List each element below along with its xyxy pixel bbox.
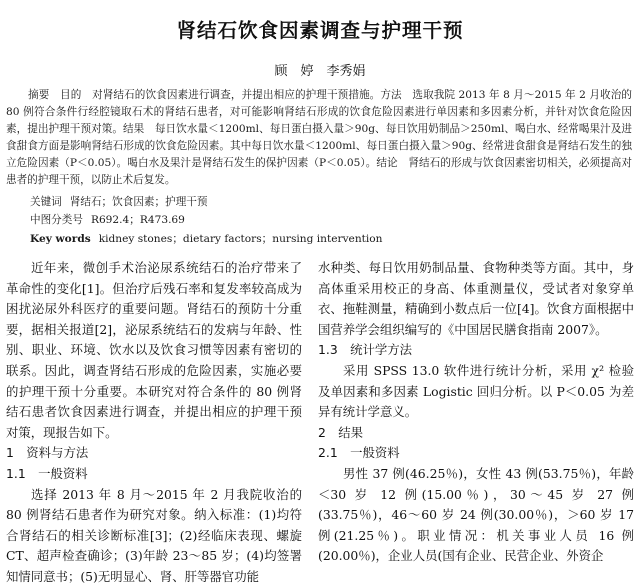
clc-text: R692.4；R473.69 [90,214,185,226]
abstract [6,87,632,189]
section-2-1-heading: 2.1 一般资料 [318,445,400,461]
abstract-paragraph [6,87,632,189]
section-2-heading: 2 结果 [318,424,364,440]
keywords-line [30,194,208,209]
section-1-1-heading: 1.1 一般资料 [6,465,88,481]
section-1-3-text: 采用 SPSS 13.0 软件进行统计分析，采用 χ² 检验及单因素和多因素 Logistic 回归分析。以 P＜0.05 为差异有统计学意义。 [318,362,634,420]
right-column [318,258,634,567]
keywords-en-text: kidney stones；dietary factors；nursing intervention [98,233,383,245]
continued-paragraph: 水种类、每日饮用奶制品量、食物种类等方面。其中，身高体重采用校正的身高、体重测量仪，受试者对象穿单衣、拖鞋测量，精确到小数点后一位[4]。饮食方面根据中国营养学会组织编写的《中国居民膳食指南 2007》。 [318,260,634,337]
abstract-label: 摘要 目的 [28,89,82,101]
left-column [6,258,302,588]
section-1-heading: 1 资料与方法 [6,445,89,461]
clc-label: 中图分类号 [30,214,83,226]
section-2-1-text: 男性 37 例(46.25％)，女性 43 例(53.75％)，年龄＜30 岁 12 例(15.00％)，30～45 岁 27 例(33.75％)，46～60 岁 24 例(30.00％)，＞60 岁 17 例(21.25％)。职业情况：机关事业人员 16 例(20.00％)，企业人员(国有企业、民营企业、外资企 [318,465,634,564]
paper-title: 肾结石饮食因素调查与护理干预 [176,19,464,42]
intro-paragraph: 近年来，微创手术治泌尿系统结石的治疗带来了革命性的变化[1]。但治疗后残石率和复发率较高成为困扰泌尿外科医疗的重要问题。肾结石的预防十分重要，据相关报道[2]，泌尿系统结石的发病与年龄、性别、职业、环境、饮水以及饮食习惯等因素有密切的联系。因此，调查肾结石形成的危险因素，实施必要的护理干预十分重要。本研究对符合条件的 80 例肾结石患者饮食因素进行调查，并提出相应的护理干预对策，现报告如下。 [6,260,302,440]
section-1-1-text: 选择 2013 年 8 月～2015 年 2 月我院收治的 80 例肾结石患者作为研究对象。纳入标准：(1)均符合肾结石的相关诊断标准[3]；(2)经临床表现、螺旋 CT、超声检查确诊；(3)年龄 23～85 岁；(4)均签署知情同意书；(5)无明显心、肾、肝等器官功能 [6,486,302,584]
abstract-text: 对肾结石的饮食因素进行调查，并提出相应的护理干预措施。方法 选取我院 2013 年 8 月～2015 年 2 月收治的 80 例符合条件行经腔镜取石术的肾结石患者，对可能影响肾结石形成的饮食危险因素进行单因素和多因素分析，并针对饮食危险因素，提出护理干预对策。结果 每日饮水量＜1200ml、每日蛋白摄入量＞90g、每日饮用奶制品＞250ml、喝白水、经常喝果汁及进食甜食方面是影响肾结石形成的饮食危险因素。其中每日饮水量＜1200ml、每日蛋白摄入量＞90g、经常进食甜食是肾结石发生的独立危险因素（P＜0.05）。喝白水及果汁是肾结石发生的保护因素（P＜0.05）。结论 肾结石的形成与饮食因素密切相关，必须提高对患者的护理干预，以防止术后复发。 [6,89,632,186]
clc-line [30,212,185,227]
keywords-text: 肾结石；饮食因素；护理干预 [69,196,208,208]
section-1-3-heading: 1.3 统计学方法 [318,342,413,358]
keywords-label: 关键词 [30,196,62,208]
paper-authors: 顾 婷 李秀娟 [274,64,366,79]
keywords-en-line [30,231,383,246]
keywords-en-label: Key words [30,233,91,245]
